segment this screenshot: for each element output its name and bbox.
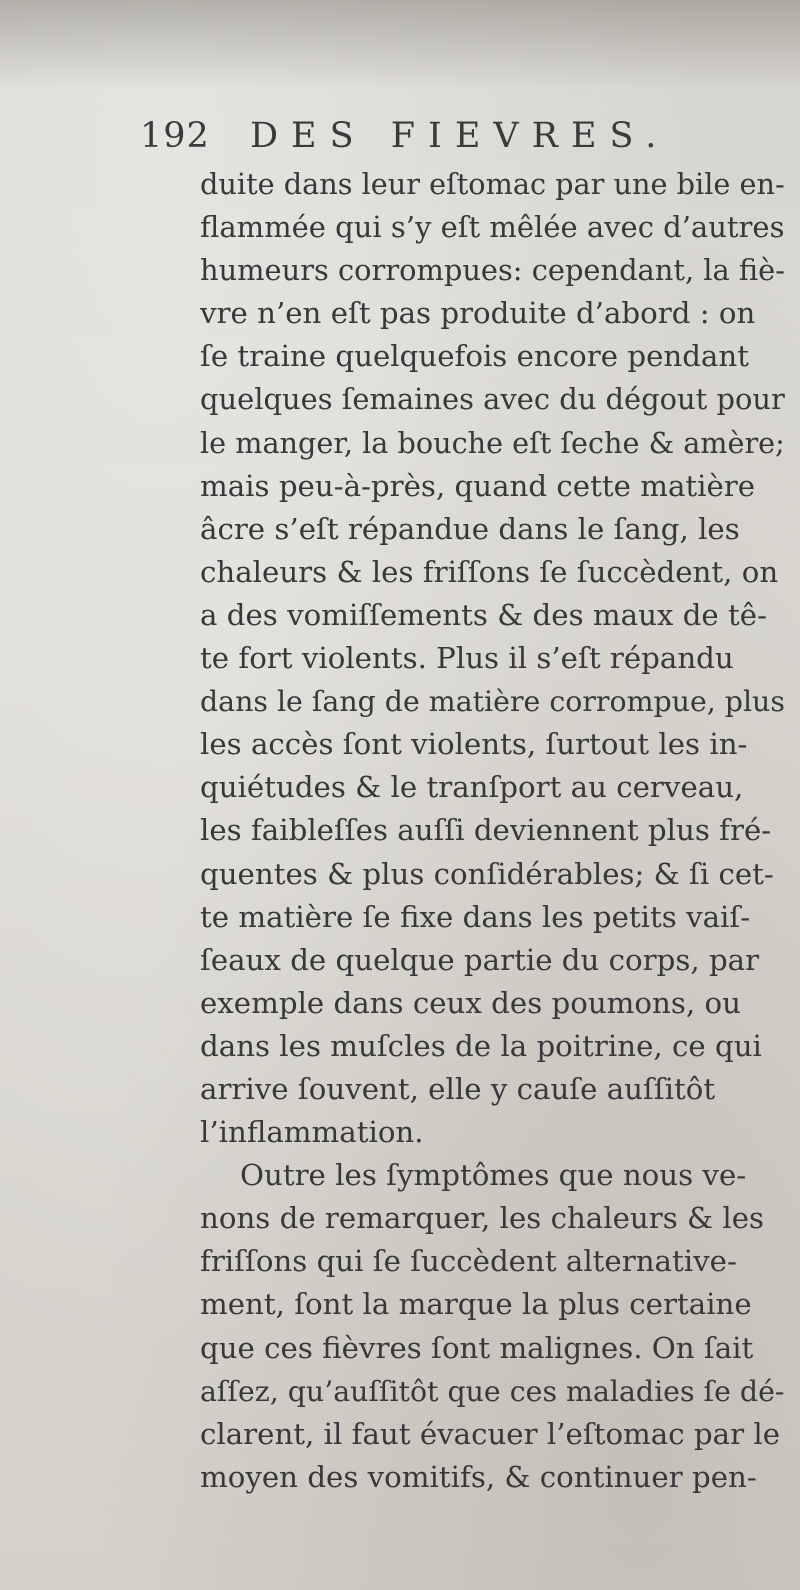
header-title: DES FIEVRES. bbox=[250, 116, 670, 156]
text-line: mais peu-à-près, quand cette matière bbox=[200, 468, 756, 503]
body-text bbox=[200, 163, 800, 1499]
page-number: 192 bbox=[140, 116, 210, 156]
text-line: flammée qui s’y eſt mêlée avec d’autres bbox=[200, 210, 785, 245]
text-line: arrive ſouvent, elle y cauſe auſſitôt bbox=[200, 1071, 716, 1106]
text-line: quentes & plus conſidérables; & ſi cet- bbox=[200, 856, 774, 891]
text-line: moyen des vomitifs, & continuer pen- bbox=[200, 1459, 757, 1494]
text-line: vre n’en eſt pas produite d’abord : on bbox=[200, 296, 756, 331]
text-line: quiétudes & le tranſport au cerveau, bbox=[200, 770, 744, 805]
text-line: duite dans leur eſtomac par une bile en- bbox=[200, 167, 785, 201]
text-line: chaleurs & les friſſons ſe ſuccèdent, on bbox=[200, 554, 779, 589]
text-line: l’inflammation. bbox=[200, 1115, 424, 1150]
text-line: aſſez, qu’auſſitôt que ces maladies ſe dé- bbox=[200, 1374, 785, 1408]
text-line: humeurs corrompues: cependant, la fiè- bbox=[200, 253, 785, 288]
text-line: ment, ſont la marque la plus certaine bbox=[200, 1287, 752, 1322]
text-line: te fort violents. Plus il s’eſt répandu bbox=[200, 641, 734, 676]
paragraph-start-line: Outre les ſymptômes que nous ve- bbox=[240, 1158, 747, 1193]
text-line: quelques ſemaines avec du dégout pour bbox=[200, 382, 785, 417]
text-line: ſeaux de quelque partie du corps, par bbox=[200, 942, 760, 977]
text-line: a des vomiſſements & des maux de tê- bbox=[200, 597, 767, 632]
text-line: exemple dans ceux des poumons, ou bbox=[200, 985, 741, 1020]
text-line: les accès ſont violents, ſurtout les in- bbox=[200, 727, 748, 762]
text-line: nons de remarquer, les chaleurs & les bbox=[200, 1201, 765, 1236]
text-line: ſe traine quelquefois encore pendant bbox=[200, 339, 749, 374]
text-line: friſſons qui ſe ſuccèdent alternative- bbox=[200, 1244, 737, 1279]
text-line: les faibleſſes auſſi deviennent plus fré- bbox=[200, 813, 772, 848]
text-line: clarent, il faut évacuer l’eſtomac par le bbox=[200, 1416, 781, 1451]
page-edge-shadow bbox=[0, 0, 800, 90]
text-line: âcre s’eſt répandue dans le ſang, les bbox=[200, 511, 740, 546]
text-line: dans le ſang de matière corrompue, plus bbox=[200, 685, 785, 719]
text-line: que ces fièvres ſont malignes. On ſait bbox=[200, 1330, 754, 1365]
text-line: le manger, la bouche eſt ſeche & amère; bbox=[200, 425, 785, 460]
text-line: te matière ſe fixe dans les petits vaiſ- bbox=[200, 899, 751, 934]
text-line: dans les muſcles de la poitrine, ce qui bbox=[200, 1028, 762, 1063]
